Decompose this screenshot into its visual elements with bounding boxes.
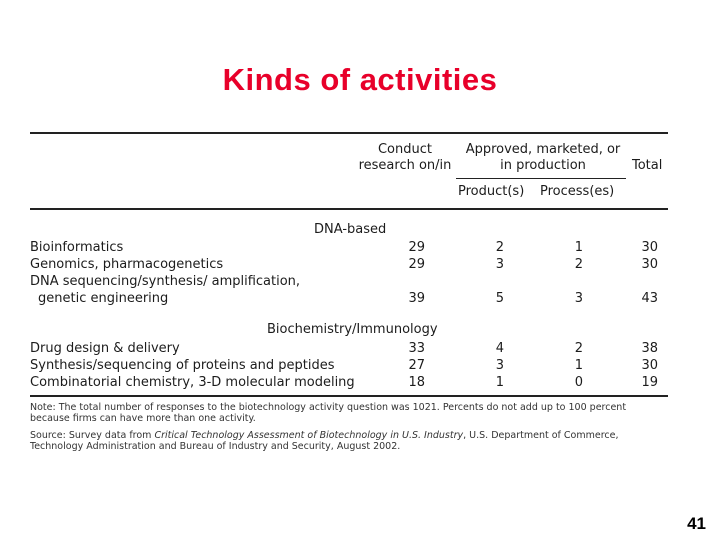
row-label: Drug design & delivery (30, 341, 180, 356)
note-line-1: Note: The total number of responses to the biotechnology activity question was 1021. Percents do not add up to 100 percent (30, 402, 627, 413)
row-label-continued: genetic engineering (38, 291, 169, 306)
cell-total: 43 (641, 291, 658, 306)
row-label: Bioinformatics (30, 240, 124, 255)
table-note (30, 402, 670, 424)
cell-product: 1 (495, 375, 504, 390)
row-label: Combinatorial chemistry, 3-D molecular modeling (30, 375, 355, 390)
cell-conduct: 18 (408, 375, 425, 390)
cell-process: 1 (574, 358, 583, 373)
cell-total: 38 (641, 341, 658, 356)
header-process: Process(es) (540, 184, 615, 199)
cell-product: 4 (495, 341, 504, 356)
cell-process: 3 (574, 291, 583, 306)
section-title-dna: DNA-based (314, 222, 387, 237)
source-line-1 (30, 430, 670, 441)
cell-process: 0 (574, 375, 583, 390)
cell-process: 2 (574, 341, 583, 356)
cell-conduct: 29 (408, 240, 425, 255)
header-subrule (456, 178, 626, 179)
header-total: Total (632, 158, 663, 173)
note-line-2: because firms can have more than one activity. (30, 413, 256, 424)
cell-process: 2 (574, 257, 583, 272)
cell-conduct: 39 (408, 291, 425, 306)
row-label: Genomics, pharmacogenetics (30, 257, 224, 272)
table-source (30, 430, 670, 452)
slide-title: Kinds of activities (222, 62, 498, 97)
cell-conduct: 27 (408, 358, 425, 373)
cell-product: 2 (495, 240, 504, 255)
cell-process: 1 (574, 240, 583, 255)
source-title: Critical Technology Assessment of Biotechnology in U.S. Industry (154, 430, 464, 441)
table-top-rule (30, 132, 668, 134)
header-conduct (350, 142, 460, 174)
table-bottom-rule (30, 395, 668, 397)
cell-total: 30 (641, 358, 658, 373)
cell-total: 30 (641, 240, 658, 255)
header-conduct-line2: research on/in (358, 158, 452, 173)
source-suffix: , U.S. Department of Commerce, (463, 430, 619, 441)
header-approved-line2: in production (500, 158, 586, 173)
cell-product: 3 (495, 257, 504, 272)
section-title-biochem: Biochemistry/Immunology (267, 322, 438, 337)
cell-product: 3 (495, 358, 504, 373)
cell-conduct: 29 (408, 257, 425, 272)
row-label: DNA sequencing/synthesis/ amplification, (30, 274, 301, 289)
cell-total: 19 (641, 375, 658, 390)
page-number: 41 (687, 514, 706, 533)
row-label: Synthesis/sequencing of proteins and peptides (30, 358, 335, 373)
source-prefix: Source: Survey data from (30, 430, 155, 441)
cell-conduct: 33 (408, 341, 425, 356)
header-product: Product(s) (458, 184, 525, 199)
header-approved (462, 142, 624, 174)
header-bottom-rule (30, 208, 668, 210)
header-conduct-line1: Conduct (377, 142, 432, 157)
cell-total: 30 (641, 257, 658, 272)
cell-product: 5 (495, 291, 504, 306)
header-approved-line1: Approved, marketed, or (465, 142, 621, 157)
source-line-2: Technology Administration and Bureau of Industry and Security, August 2002. (30, 441, 401, 452)
